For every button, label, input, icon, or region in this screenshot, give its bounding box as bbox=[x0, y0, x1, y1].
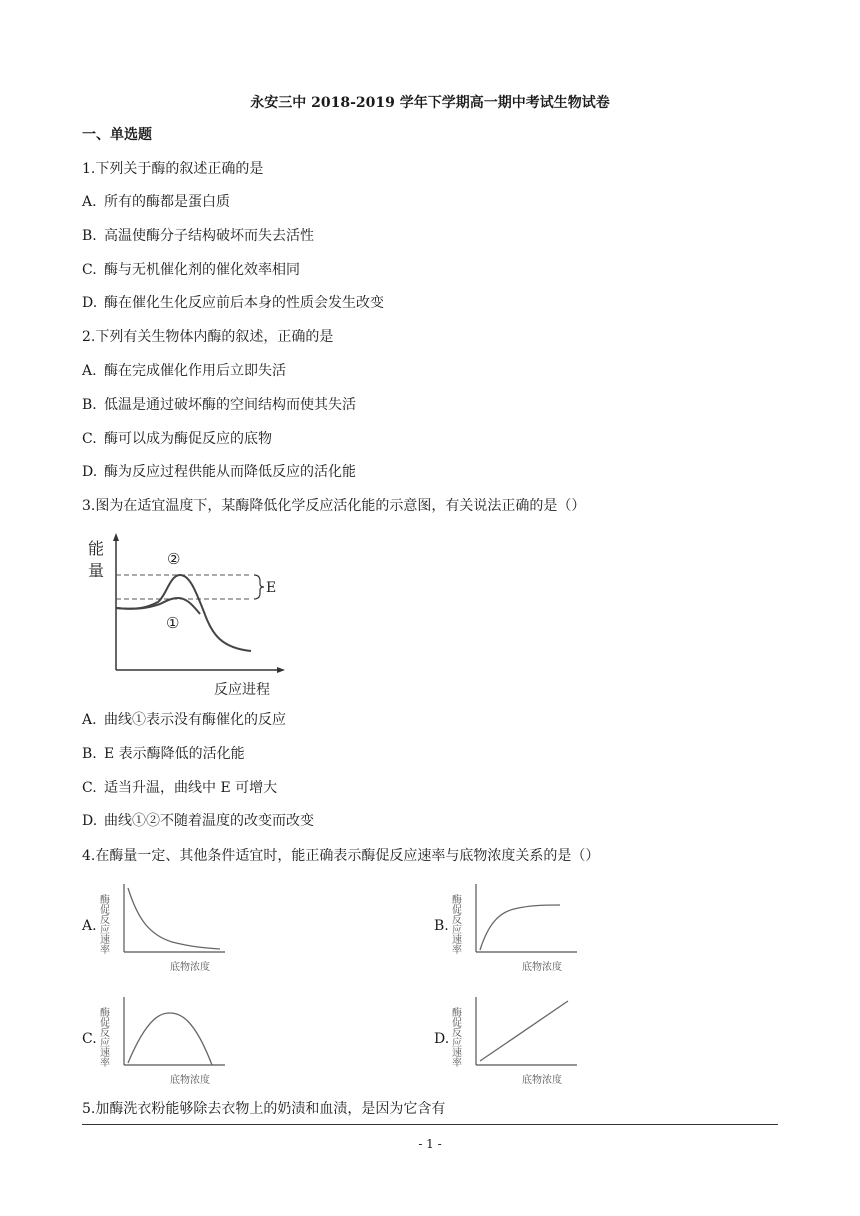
page-title: 永安三中 2018-2019 学年下学期高一期中考试生物试卷 bbox=[250, 95, 610, 111]
q4-option-d-letter: D. bbox=[434, 1031, 450, 1047]
page-number: - 1 - bbox=[418, 1137, 442, 1151]
graph-xlabel: 底物浓度 bbox=[522, 1075, 562, 1086]
question-5-stem: 5.加酶洗衣粉能够除去衣物上的奶渍和血渍，是因为它含有 bbox=[82, 1101, 446, 1117]
option-text: 酶为反应过程供能从而降低反应的活化能 bbox=[104, 464, 356, 480]
option-letter: D. bbox=[82, 295, 98, 311]
q4-option-a-letter: A. bbox=[82, 918, 97, 934]
option-letter: A. bbox=[82, 363, 97, 379]
q4-graph-b bbox=[449, 880, 592, 984]
q4-graph-d bbox=[449, 993, 592, 1097]
decreasing-curve bbox=[128, 888, 220, 949]
q4-graph-d-svg bbox=[449, 993, 592, 1093]
graph-ylabel: 酶促反应速率 bbox=[449, 1007, 461, 1067]
option-text: 曲线①表示没有酶催化的反应 bbox=[104, 712, 286, 728]
e-bracket bbox=[254, 575, 264, 599]
footer-rule bbox=[82, 1124, 778, 1125]
option-letter: B. bbox=[82, 397, 97, 413]
y-axis-label-top: 能 bbox=[88, 539, 105, 558]
option-text: 酶可以成为酶促反应的底物 bbox=[104, 431, 272, 447]
curve-1-label: ① bbox=[166, 614, 180, 632]
curve-1 bbox=[116, 598, 200, 614]
peak-curve bbox=[128, 1013, 212, 1065]
q4-graph-c-svg bbox=[97, 993, 240, 1093]
option-letter: D. bbox=[82, 813, 98, 829]
graph-xlabel: 底物浓度 bbox=[170, 962, 210, 973]
question-1-stem: 1.下列关于酶的叙述正确的是 bbox=[82, 161, 264, 177]
option-letter: A. bbox=[82, 194, 97, 210]
q1-option-c bbox=[82, 259, 300, 279]
q2-option-a bbox=[82, 360, 286, 380]
q3-option-c bbox=[82, 777, 277, 797]
q1-option-b bbox=[82, 225, 314, 245]
y-axis-arrow-icon bbox=[113, 533, 119, 541]
graph-ylabel: 酶促反应速率 bbox=[97, 894, 109, 954]
option-letter: A. bbox=[82, 712, 97, 728]
option-text: 酶在完成催化作用后立即失活 bbox=[104, 363, 286, 379]
q2-option-c bbox=[82, 428, 272, 448]
saturating-curve bbox=[480, 905, 560, 950]
q4-graph-b-svg bbox=[449, 880, 592, 980]
graph-xlabel: 底物浓度 bbox=[170, 1075, 210, 1086]
option-letter: B. bbox=[82, 746, 97, 762]
x-axis-label: 反应进程 bbox=[214, 682, 270, 698]
question-4-stem: 4.在酶量一定、其他条件适宜时，能正确表示酶促反应速率与底物浓度关系的是（） bbox=[82, 848, 600, 864]
q3-option-d bbox=[82, 810, 314, 830]
q1-option-d bbox=[82, 292, 384, 312]
option-letter: C. bbox=[82, 431, 97, 447]
option-text: 酶在催化生化反应前后本身的性质会发生改变 bbox=[104, 295, 384, 311]
q2-option-b bbox=[82, 394, 356, 414]
section-heading: 一、单选题 bbox=[82, 127, 152, 143]
q4-graph-a bbox=[97, 880, 240, 984]
x-axis-arrow-icon bbox=[277, 667, 285, 673]
graph-ylabel: 酶促反应速率 bbox=[449, 894, 461, 954]
option-text: 适当升温，曲线中 E 可增大 bbox=[104, 780, 278, 796]
q4-graph-a-svg bbox=[97, 880, 240, 980]
option-letter: B. bbox=[82, 228, 97, 244]
option-letter: C. bbox=[82, 780, 97, 796]
question-2-stem: 2.下列有关生物体内酶的叙述，正确的是 bbox=[82, 329, 334, 345]
curve-2-label: ② bbox=[167, 550, 181, 568]
e-label: E bbox=[266, 580, 277, 596]
q4-option-c-letter: C. bbox=[82, 1031, 97, 1047]
option-text: E 表示酶降低的活化能 bbox=[104, 746, 245, 762]
option-text: 酶与无机催化剂的催化效率相同 bbox=[104, 262, 300, 278]
graph-xlabel: 底物浓度 bbox=[522, 962, 562, 973]
curve-2 bbox=[116, 575, 251, 651]
option-text: 高温使酶分子结构破坏而失去活性 bbox=[104, 228, 314, 244]
q3-option-a bbox=[82, 709, 286, 729]
option-text: 曲线①②不随着温度的改变而改变 bbox=[104, 813, 314, 829]
q1-option-a bbox=[82, 191, 230, 211]
activation-energy-svg bbox=[86, 530, 286, 700]
q4-option-b-letter: B. bbox=[434, 918, 449, 934]
q2-option-d bbox=[82, 461, 356, 481]
linear-line bbox=[480, 1001, 568, 1061]
y-axis-label-bottom: 量 bbox=[88, 561, 105, 580]
option-letter: C. bbox=[82, 262, 97, 278]
q3-option-b bbox=[82, 743, 245, 763]
option-text: 所有的酶都是蛋白质 bbox=[104, 194, 230, 210]
activation-energy-figure bbox=[86, 530, 286, 700]
graph-ylabel: 酶促反应速率 bbox=[97, 1007, 109, 1067]
option-text: 低温是通过破坏酶的空间结构而使其失活 bbox=[104, 397, 356, 413]
question-3-stem: 3.图为在适宜温度下，某酶降低化学反应活化能的示意图，有关说法正确的是（） bbox=[82, 498, 586, 514]
q4-graph-c bbox=[97, 993, 240, 1097]
option-letter: D. bbox=[82, 464, 98, 480]
